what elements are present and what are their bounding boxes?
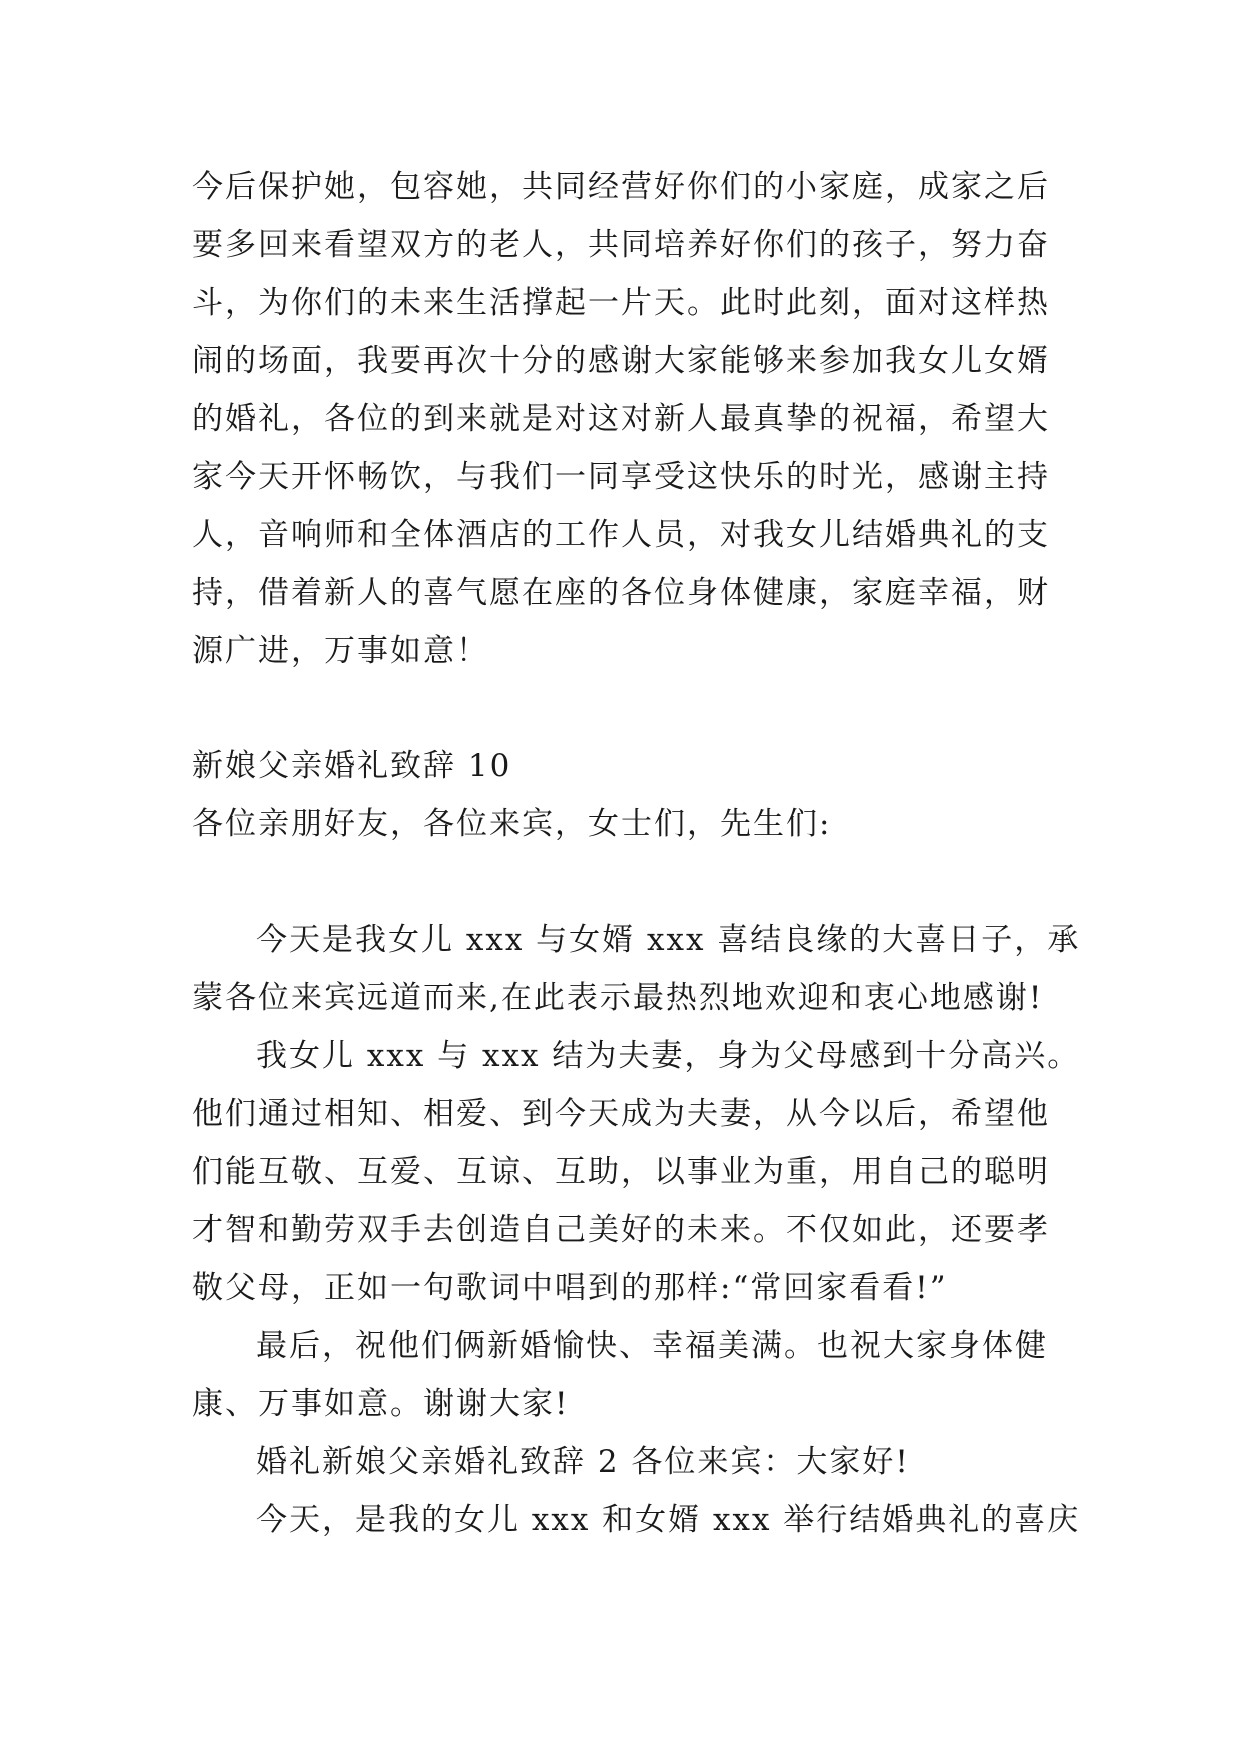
body-text-line: 康、万事如意。谢谢大家! bbox=[192, 1386, 570, 1422]
body-text-line: 们能互敬、互爱、互谅、互助，以事业为重，用自己的聪明 bbox=[192, 1154, 1050, 1190]
body-text-line: 斗，为你们的未来生活撑起一片天。此时此刻，面对这样热 bbox=[192, 285, 1050, 321]
paragraph-first-line: 我女儿 xxx 与 xxx 结为夫妻，身为父母感到十分高兴。 bbox=[256, 1038, 1081, 1074]
body-text-line: 家今天开怀畅饮，与我们一同享受这快乐的时光，感谢主持 bbox=[192, 459, 1050, 495]
body-text-line: 闹的场面，我要再次十分的感谢大家能够来参加我女儿女婿 bbox=[192, 343, 1050, 379]
body-text-line: 要多回来看望双方的老人，共同培养好你们的孩子，努力奋 bbox=[192, 227, 1050, 263]
body-text-line: 蒙各位来宾远道而来,在此表示最热烈地欢迎和衷心地感谢! bbox=[192, 980, 1044, 1016]
body-text-line: 源广进，万事如意！ bbox=[192, 633, 489, 669]
body-text-line: 持，借着新人的喜气愿在座的各位身体健康，家庭幸福，财 bbox=[192, 575, 1050, 611]
paragraph-first-line: 今天，是我的女儿 xxx 和女婿 xxx 举行结婚典礼的喜庆 bbox=[256, 1502, 1081, 1538]
body-text-line: 人，音响师和全体酒店的工作人员，对我女儿结婚典礼的支 bbox=[192, 517, 1050, 553]
section-heading: 新娘父亲婚礼致辞 10 bbox=[192, 748, 512, 784]
paragraph-first-line: 婚礼新娘父亲婚礼致辞 2 各位来宾：大家好! bbox=[256, 1444, 910, 1480]
paragraph-first-line: 最后，祝他们俩新婚愉快、幸福美满。也祝大家身体健 bbox=[256, 1328, 1048, 1364]
body-text-line: 才智和勤劳双手去创造自己美好的未来。不仅如此，还要孝 bbox=[192, 1212, 1050, 1248]
body-text-line: 的婚礼，各位的到来就是对这对新人最真挚的祝福，希望大 bbox=[192, 401, 1050, 437]
body-text-line: 他们通过相知、相爱、到今天成为夫妻，从今以后，希望他 bbox=[192, 1096, 1050, 1132]
body-text-line: 敬父母，正如一句歌词中唱到的那样:“常回家看看!” bbox=[192, 1270, 948, 1306]
salutation-line: 各位亲朋好友，各位来宾，女士们，先生们: bbox=[192, 806, 832, 842]
body-text-line: 今后保护她，包容她，共同经营好你们的小家庭，成家之后 bbox=[192, 169, 1050, 205]
paragraph-first-line: 今天是我女儿 xxx 与女婿 xxx 喜结良缘的大喜日子，承 bbox=[256, 922, 1081, 958]
